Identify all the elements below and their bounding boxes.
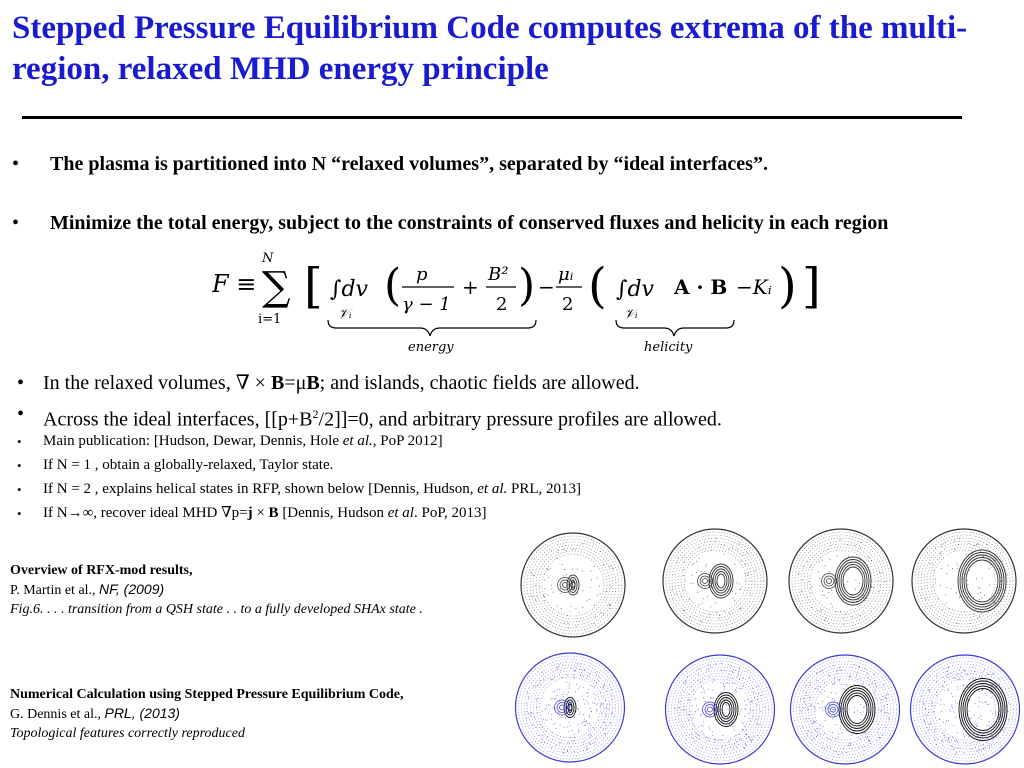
bullet-dot: • — [17, 403, 25, 425]
bold-b: B — [270, 372, 285, 394]
bullet-minimize — [12, 208, 1000, 239]
bullet-text: [Dennis, Hudson — [278, 505, 388, 521]
slide-title: Stepped Pressure Equilibrium Code computes extrema of the multi-region, relaxed MHD energy principle — [12, 10, 968, 87]
integral-helicity: ∫dv — [616, 277, 654, 302]
bullet-text: In the relaxed volumes, ∇ × — [43, 372, 271, 394]
sum-upper-limit: N — [262, 251, 274, 266]
cross-symbol: × — [252, 505, 269, 521]
bullet-text: If N = 1 , obtain a globally-relaxed, Taylor state. — [43, 457, 334, 473]
bullet-text: PRL, 2013] — [507, 481, 582, 497]
italic-text: et al. — [477, 481, 508, 497]
italic-text: et al — [387, 505, 414, 521]
poincare-plot-rfx-1 — [513, 530, 633, 640]
right-bracket: ] — [802, 258, 821, 314]
bullet-text: /2]]=0, and arbitrary pressure profiles are allowed. — [318, 408, 722, 431]
right-paren: ) — [518, 260, 536, 311]
bullet-text: Minimize the total energy, subject to the constraints of conserved fluxes and helicity in each region — [50, 212, 889, 234]
integral-energy: ∫dv — [330, 277, 368, 302]
bullet-dot: • — [12, 153, 20, 175]
caption-figure-text: Fig.6. . . . transition from a QSH state . . to a fully developed SHAx state . — [10, 602, 423, 617]
volume-subscript: 𝒱ᵢ — [624, 307, 638, 322]
a-dot-b: A · B — [674, 275, 728, 299]
poincare-plot-spec-3 — [785, 652, 905, 767]
bullet-text: If N = 2 , explains helical states in RFP, shown below [Dennis, Hudson, — [43, 481, 478, 497]
bullet-dot: • — [12, 212, 20, 234]
minus-sign: − — [538, 275, 555, 299]
caption-author: G. Dennis et al., — [10, 707, 105, 722]
sum-symbol: ∑ — [262, 264, 291, 310]
caption-rfx-mod — [10, 561, 520, 619]
bullet-text: Across the ideal interfaces, [[p+B — [43, 408, 313, 431]
formula-lhs: F ≡ — [212, 270, 257, 298]
poincare-plot-rfx-4 — [904, 526, 1024, 636]
caption-journal: PRL, (2013) — [104, 705, 180, 721]
numerator-mu: μᵢ — [558, 264, 574, 285]
bullet-n-equals-1 — [17, 454, 1003, 477]
superscript-two: 2 — [312, 407, 319, 421]
numerator-b2: B² — [488, 264, 509, 285]
helicity-label: helicity — [644, 340, 693, 355]
poincare-plot-spec-4 — [906, 652, 1024, 767]
caption-heading: Overview of RFX-mod results, — [10, 563, 193, 578]
bullet-n-infinity — [17, 502, 1003, 525]
numerator-p: p — [416, 264, 428, 285]
bold-j: j — [247, 505, 253, 521]
plus-sign: + — [462, 275, 479, 299]
left-bracket: [ — [304, 258, 323, 314]
title-divider — [22, 116, 962, 119]
bullet-dot: • — [17, 482, 22, 497]
caption-journal: NF, (2009) — [99, 581, 165, 597]
poincare-plot-rfx-3 — [781, 526, 901, 636]
sum-lower-limit: i=1 — [258, 312, 282, 327]
energy-label: energy — [408, 340, 454, 355]
italic-text: et al., — [342, 433, 377, 449]
caption-spec — [10, 685, 520, 743]
right-paren-helicity: ) — [778, 258, 797, 314]
caption-author: P. Martin et al., — [10, 583, 100, 598]
bold-b: B — [268, 505, 279, 521]
poincare-plot-spec-1 — [510, 650, 630, 765]
poincare-plot-spec-2 — [660, 652, 780, 767]
bullet-text: The plasma is partitioned into N “relaxed volumes”, separated by “ideal interfaces”. — [50, 153, 768, 175]
energy-functional-formula — [212, 248, 824, 358]
bullet-text: PoP 2012] — [376, 433, 443, 449]
denominator-two: 2 — [496, 294, 508, 315]
volume-subscript: 𝒱ᵢ — [338, 307, 352, 322]
denominator-gamma: γ − 1 — [402, 294, 451, 315]
bold-b: B — [306, 372, 320, 394]
caption-heading: Numerical Calculation using Stepped Pressure Equilibrium Code, — [10, 687, 404, 702]
bullet-main-publication — [17, 430, 1003, 453]
left-paren: ( — [384, 260, 402, 311]
caption-note: Topological features correctly reproduced — [10, 726, 245, 741]
mu-equals: =μ — [284, 372, 307, 394]
bullet-dot: • — [17, 458, 22, 473]
bullet-text: If N→∞, recover ideal MHD ∇p= — [43, 505, 248, 521]
denominator-two-mu: 2 — [562, 294, 574, 315]
bullet-relaxed-volumes — [17, 368, 1003, 398]
bullet-n-equals-2 — [17, 478, 1003, 501]
left-paren-helicity: ( — [588, 258, 607, 314]
bullet-dot: • — [17, 506, 22, 521]
poincare-plot-rfx-2 — [655, 526, 775, 636]
bullet-partition — [12, 149, 1000, 180]
minus-k: −Kᵢ — [736, 275, 772, 299]
bullet-dot: • — [17, 434, 22, 449]
bullet-text: Main publication: [Hudson, Dewar, Dennis, Hole — [43, 433, 343, 449]
bullet-text: ; and islands, chaotic fields are allowed. — [319, 372, 640, 394]
bullet-text: . PoP, 2013] — [413, 505, 487, 521]
bullet-dot: • — [17, 372, 25, 394]
